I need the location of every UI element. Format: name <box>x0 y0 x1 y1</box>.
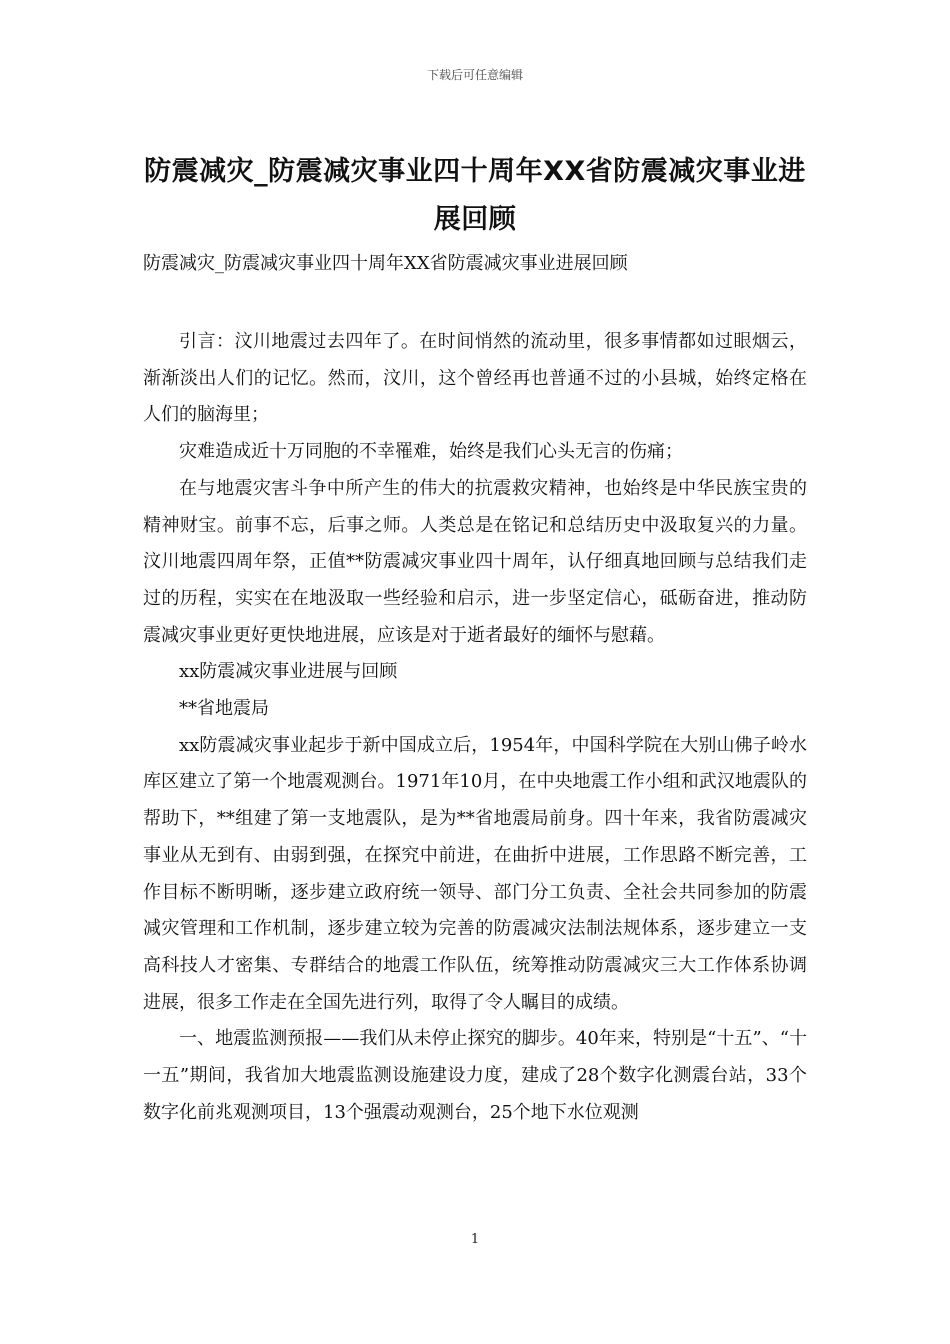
paragraph-intro: 引言：汶川地震过去四年了。在时间悄然的流动里，很多事情都如过眼烟云，渐渐淡出人们的记忆。然而，汶川，这个曾经再也普通不过的小县城，始终定格在人们的脑海里； <box>143 331 807 426</box>
header-note: 下载后可任意编辑 <box>426 68 523 82</box>
paragraph-monitoring: 一、地震监测预报——我们从未停止探究的脚步。40年来，特别是“十五”、“十一五”期间，我省加大地震监测设施建设力度，建成了28个数字化测震台站，33个数字化前兆观测项目，13个强震动观测台，25个地下水位观测 <box>143 1028 807 1123</box>
document-body <box>143 324 807 1131</box>
page-number: 1 <box>470 1232 480 1247</box>
paragraph-history: xx防震减灾事业起步于新中国成立后，1954年，中国科学院在大别山佛子岭水库区建立了第一个地震观测台。1971年10月，在中央地震工作小组和武汉地震队的帮助下，**组建了第一支地震队，是为**省地震局前身。四十年来，我省防震减灾事业从无到有、由弱到强，在探究中前进，在曲折中进展，工作思路不断完善，工作目标不断明晰，逐步建立政府统一领导、部门分工负责、全社会共同参加的防震减灾管理和工作机制，逐步建立较为完善的防震减灾法制法规体系，逐步建立一支高科技人才密集、专群结合的地震工作队伍，统筹推动防震减灾三大工作体系协调进展，很多工作走在全国先进行列，取得了令人瞩目的成绩。 <box>143 734 807 1013</box>
paragraph-spirit: 在与地震灾害斗争中所产生的伟大的抗震救灾精神，也始终是中华民族宝贵的精神财宝。前事不忘，后事之师。人类总是在铭记和总结历史中汲取复兴的力量。汶川地震四周年祭，正值**防震减灾事业四十周年，认仔细真地回顾与总结我们走过的历程，实实在在地汲取一些经验和启示，进一步坚定信心，砥砺奋进，推动防震减灾事业更好更快地进展，应该是对于逝者最好的缅怀与慰藉。 <box>143 477 807 646</box>
document-subtitle: 防震减灾_防震减灾事业四十周年XX省防震减灾事业进展回顾 <box>143 253 628 274</box>
paragraph-disaster: 灾难造成近十万同胞的不幸罹难，始终是我们心头无言的伤痛； <box>179 441 683 463</box>
document-title: 防震减灾_防震减灾事业四十周年XX省防震减灾事业进展回顾 <box>144 156 806 235</box>
author-line: **省地震局 <box>179 698 269 720</box>
section-heading: xx防震减灾事业进展与回顾 <box>179 661 398 683</box>
